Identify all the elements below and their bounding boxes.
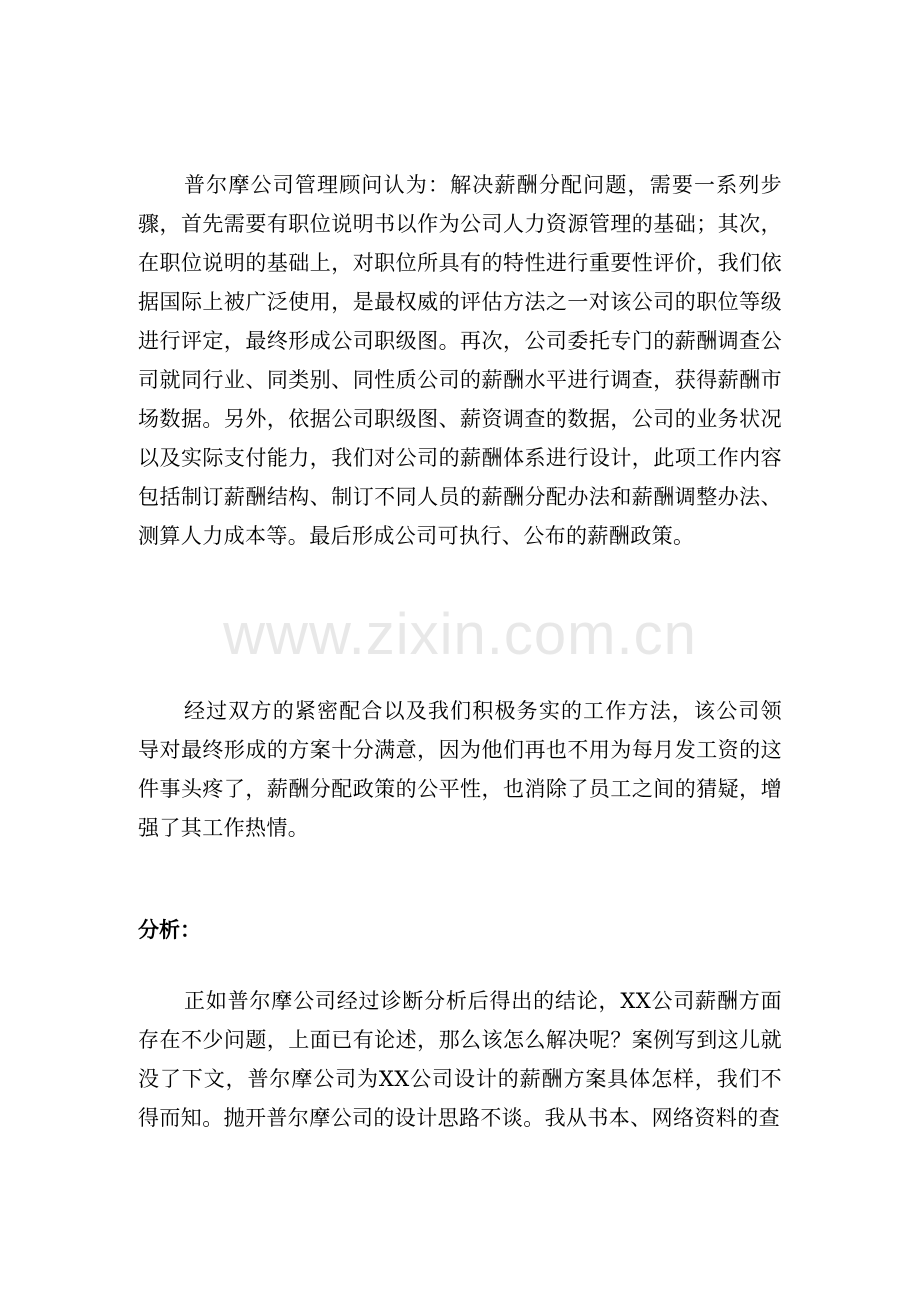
watermark: www.zixin.com.cn — [223, 602, 697, 667]
section-heading-analysis: 分析： — [138, 917, 201, 942]
paragraph-analysis: 正如普尔摩公司经过诊断分析后得出的结论，XX公司薪酬方面存在不少问题，上面已有论述，那么该怎么解决呢？案例写到这儿就没了下文，普尔摩公司为XX公司设计的薪酬方案具体怎样，我们不得而知。抛开普尔摩公司的设计思路不谈。我从书本、网络资料的查 — [138, 989, 782, 1130]
paragraph-client-satisfaction: 经过双方的紧密配合以及我们积极务实的工作方法，该公司领导对最终形成的方案十分满意，因为他们再也不用为每月发工资的这件事头疼了，薪酬分配政策的公平性，也消除了员工之间的猜疑，增强了其工作热情。 — [138, 699, 782, 840]
paragraph-consultant-steps: 普尔摩公司管理顾问认为：解决薪酬分配问题，需要一系列步骤，首先需要有职位说明书以作为公司人力资源管理的基础；其次，在职位说明的基础上，对职位所具有的特性进行重要性评价，我们依据国际上被广泛使用，是最权威的评估方法之一对该公司的职位等级进行评定，最终形成公司职级图。再次，公司委托专门的薪酬调查公司就同行业、同类别、同性质公司的薪酬水平进行调查，获得薪酬市场数据。另外，依据公司职级图、薪资调查的数据，公司的业务状况以及实际支付能力，我们对公司的薪酬体系进行设计，此项工作内容包括制订薪酬结构、制订不同人员的薪酬分配办法和薪酬调整办法、测算人力成本等。最后形成公司可执行、公布的薪酬政策。 — [138, 173, 782, 548]
